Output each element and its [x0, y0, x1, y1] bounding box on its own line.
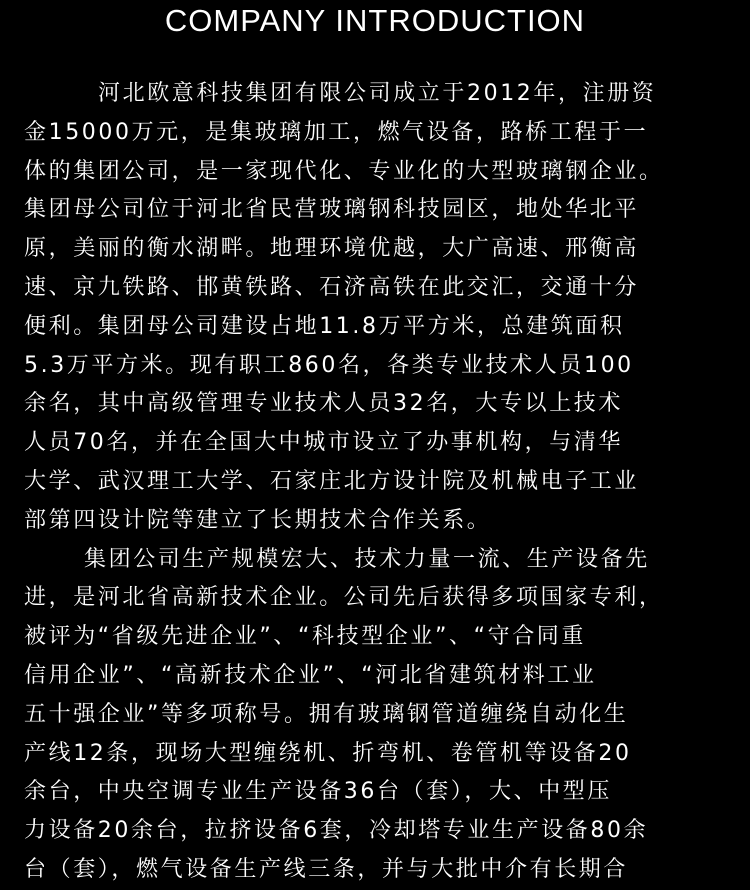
text-line: 人员70名，并在全国大中城市设立了办事机构，与清华	[24, 430, 623, 456]
text-line: 河北欧意科技集团有限公司成立于2012年，注册资	[98, 81, 657, 106]
text-line: 台（套），燃气设备生产线三条，并与大批中介有长期合	[24, 856, 629, 882]
text-line: 产线12条，现场大型缠绕机、折弯机、卷管机等设备20	[24, 740, 632, 766]
text-line: 5.3万平方米。现有职工860名，各类专业技术人员100	[24, 352, 634, 378]
introduction-body	[24, 75, 724, 890]
text-line: 力设备20余台，拉挤设备6套，冷却塔专业生产设备80余	[24, 818, 649, 844]
text-line: 进，是河北省高新技术企业。公司先后获得多项国家专利，	[24, 585, 664, 611]
text-line: 速、京九铁路、邯黄铁路、石济高铁在此交汇，交通十分	[24, 274, 640, 300]
text-line: 信用企业”、“高新技术企业”、“河北省建筑材料工业	[24, 662, 597, 688]
text-line: 余名，其中高级管理专业技术人员32名，大专以上技术	[24, 391, 623, 417]
text-line: 部第四设计院等建立了长期技术合作关系。	[24, 507, 492, 533]
page-title: COMPANY INTRODUCTION	[164, 3, 586, 38]
text-line: 集团母公司位于河北省民营玻璃钢科技园区，地处华北平	[24, 197, 640, 223]
paragraph-2	[24, 541, 724, 890]
text-line: 便利。集团母公司建设占地11.8万平方米，总建筑面积	[24, 313, 625, 339]
text-line: 原，美丽的衡水湖畔。地理环境优越，大广高速、邢衡高	[24, 236, 640, 262]
text-line: 余台，中央空调专业生产设备36台（套），大、中型压	[24, 779, 612, 805]
text-line: 五十强企业”等多项称号。拥有玻璃钢管道缠绕自动化生	[24, 701, 629, 727]
text-line: 大学、武汉理工大学、石家庄北方设计院及机械电子工业	[24, 468, 640, 494]
text-line: 金15000万元，是集玻璃加工，燃气设备，路桥工程于一	[24, 119, 649, 145]
text-line: 集团公司生产规模宏大、技术力量一流、生产设备先	[84, 546, 650, 572]
text-line: 被评为“省级先进企业”、“科技型企业”、“守合同重	[24, 624, 586, 650]
text-line: 体的集团公司，是一家现代化、专业化的大型玻璃钢企业。	[24, 158, 664, 184]
paragraph-1	[24, 75, 724, 541]
